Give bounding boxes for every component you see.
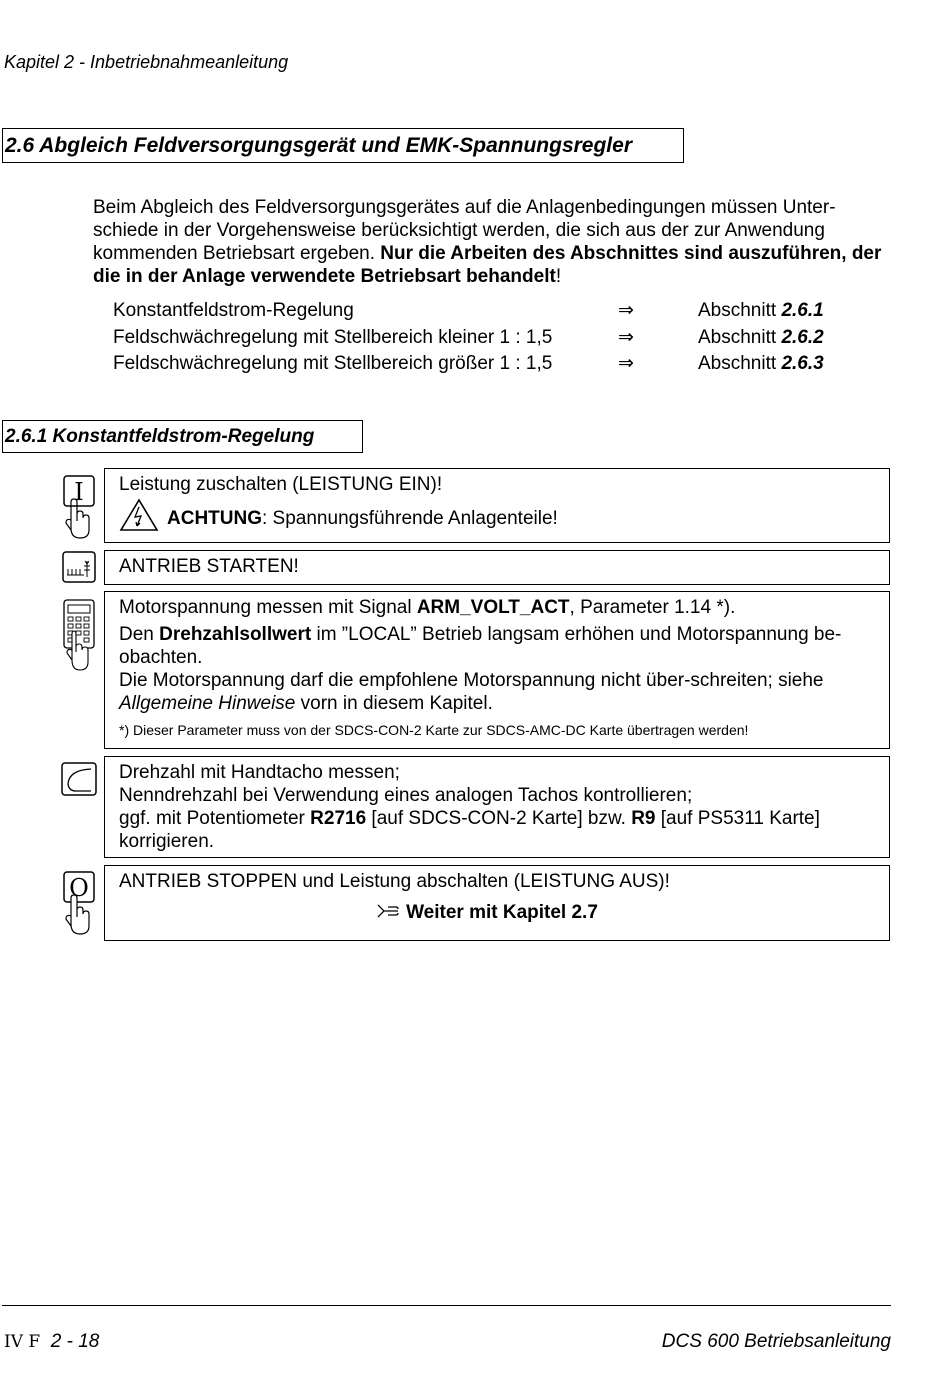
text-run: Den [119, 624, 160, 645]
reference-row [113, 326, 873, 352]
signal-name: ARM_VOLT_ACT [416, 597, 570, 618]
pointing-hand-icon [376, 901, 400, 927]
step-drive-start [104, 550, 890, 585]
step-line [119, 623, 875, 669]
section-2-6-1-title: 2.6.1 Konstantfeldstrom-Regelung [5, 426, 315, 447]
step-line [119, 807, 875, 830]
warning-line [119, 496, 875, 534]
section-link-prefix: Abschnitt [698, 353, 782, 374]
section-link[interactable] [698, 299, 824, 322]
reference-label: Konstantfeldstrom-Regelung [113, 300, 354, 321]
text-run: vorn in diesem Kapitel. [295, 693, 493, 714]
continue-link[interactable] [119, 901, 875, 927]
potentiometer-id: R9 [631, 808, 656, 829]
potentiometer-id: R2716 [310, 808, 367, 829]
section-link[interactable] [698, 352, 824, 375]
section-link-number: 2.6.1 [781, 300, 824, 321]
text-run: [auf SDCS-CON-2 Karte] bzw. [366, 808, 632, 829]
power-off-key-icon [58, 870, 98, 936]
emphasis-term: Drehzahlsollwert [159, 624, 312, 645]
text-run: ggf. mit Potentiometer [119, 808, 311, 829]
control-panel-icon [62, 598, 98, 672]
section-link[interactable] [698, 326, 824, 349]
text-run: Die Motorspannung darf die empfohlene Motorspannung nicht über-schreiten; siehe [119, 670, 824, 691]
reference-row [113, 352, 873, 378]
text-run: im ”LOCAL” Betrieb langsam erhöhen und Motorspannung be-obachten. [119, 624, 842, 668]
footer-prefix: IV F [4, 1332, 41, 1352]
warning-text: : Spannungsführende Anlagenteile! [262, 508, 558, 529]
footer-page-number [4, 1331, 99, 1353]
reference-label: Feldschwächregelung mit Stellbereich größer 1 : 1,5 [113, 353, 553, 374]
reference-row [113, 299, 873, 325]
footer-divider [2, 1305, 891, 1306]
drive-start-icon [62, 551, 96, 583]
svg-text:I: I [74, 478, 84, 506]
section-2-6-1-title-box [2, 420, 363, 453]
implies-arrow: ⇒ [618, 300, 634, 321]
svg-text:O: O [69, 874, 89, 902]
reference-label: Feldschwächregelung mit Stellbereich kleiner 1 : 1,5 [113, 327, 553, 348]
reference-term: Allgemeine Hinweise [119, 693, 296, 714]
intro-end: ! [555, 266, 562, 287]
intro-paragraph [93, 196, 893, 288]
section-2-6-title: 2.6 Abgleich Feldversorgungsgerät und EMK-Spannungsregler [5, 134, 632, 157]
section-link-number: 2.6.2 [781, 327, 824, 348]
page-number: 2 - 18 [50, 1331, 100, 1352]
section-link-prefix: Abschnitt [698, 300, 782, 321]
step-line: Drehzahl mit Handtacho messen; [119, 762, 400, 783]
continue-text: Weiter mit Kapitel 2.7 [406, 902, 598, 923]
step-line: Nenndrehzahl bei Verwendung eines analogen Tachos kontrollieren; [119, 785, 693, 806]
step-drive-stop [104, 865, 890, 941]
intro-text: Beim Abgleich des Feldversorgungsgerätes auf die Anlagenbedingungen müssen Unter-schiede in der Vorgehensweise berücksichtigt werden, die sich aus der zur Anwendung kommenden Betriebsart ergeben. [93, 197, 836, 264]
footer-manual-title: DCS 600 Betriebsanleitung [661, 1331, 891, 1352]
implies-arrow: ⇒ [618, 353, 634, 374]
power-on-key-icon [58, 474, 98, 540]
warning-label: ACHTUNG [167, 508, 262, 529]
section-link-prefix: Abschnitt [698, 327, 782, 348]
step-power-on [104, 468, 890, 543]
chapter-header: Kapitel 2 - Inbetriebnahmeanleitung [4, 52, 289, 72]
step-line: korrigieren. [119, 831, 215, 852]
text-run: Motorspannung messen mit Signal [119, 597, 417, 618]
step-measure-motor-voltage [104, 591, 890, 749]
warning-triangle-icon [119, 498, 159, 538]
step-text: ANTRIEB STARTEN! [119, 556, 299, 577]
tachometer-icon [61, 762, 97, 796]
text-run: [auf PS5311 Karte] [655, 808, 820, 829]
step-measure-speed [104, 756, 890, 858]
step-line [119, 669, 875, 715]
intro-bold-text: Nur die Arbeiten des Abschnittes sind auszuführen, der die in der Anlage verwendete Betriebsart behandelt [93, 243, 882, 287]
section-2-6-title-box [2, 128, 684, 163]
step-text: Leistung zuschalten (LEISTUNG EIN)! [119, 474, 443, 495]
step-text: ANTRIEB STOPPEN und Leistung abschalten (LEISTUNG AUS)! [119, 871, 670, 892]
section-link-number: 2.6.3 [781, 353, 824, 374]
text-run: , Parameter 1.14 *). [569, 597, 736, 618]
implies-arrow: ⇒ [618, 327, 634, 348]
footnote: *) Dieser Parameter muss von der SDCS-CON-2 Karte zur SDCS-AMC-DC Karte übertragen werden! [119, 722, 749, 738]
step-line [119, 596, 875, 619]
